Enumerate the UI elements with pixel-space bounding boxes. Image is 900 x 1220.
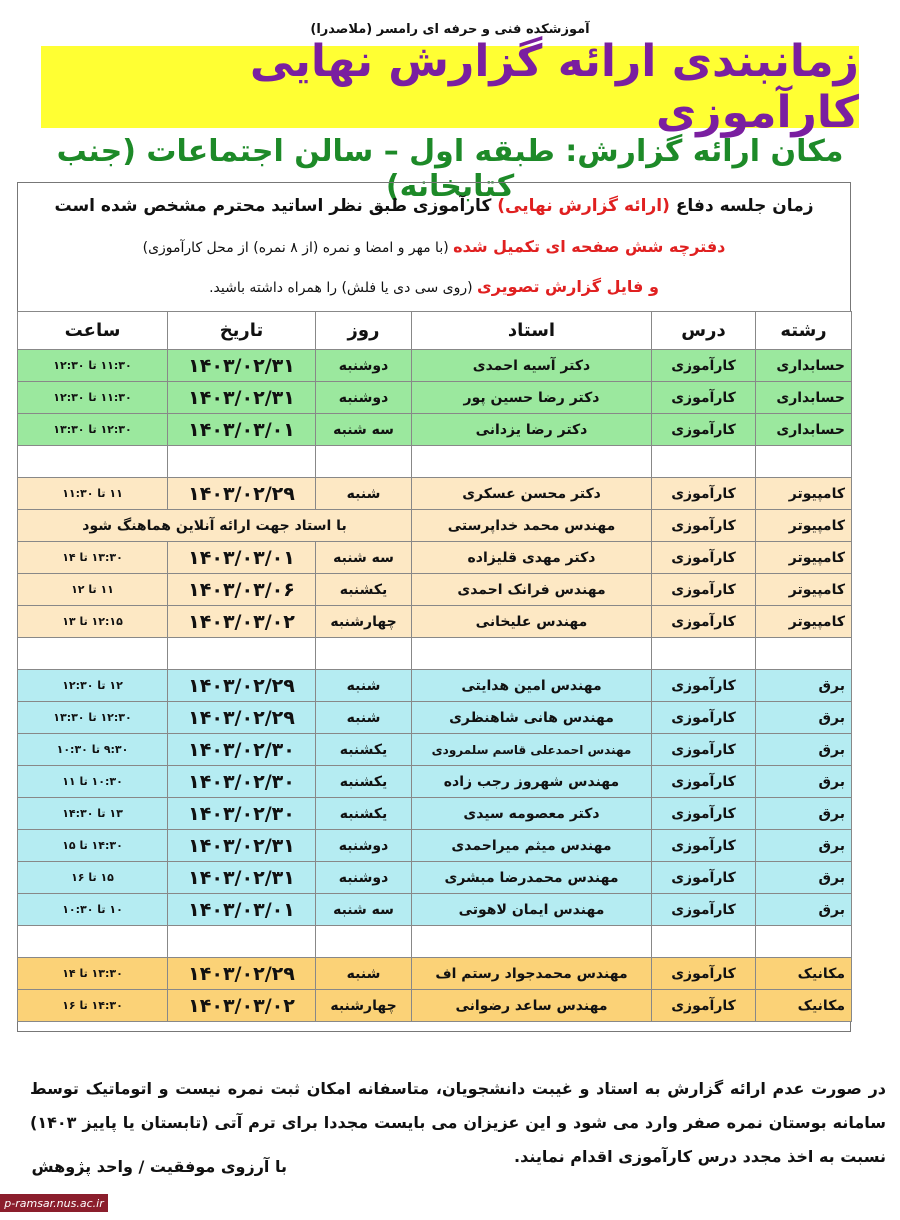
header-professor: استاد (412, 312, 652, 350)
cell-date: ۱۴۰۳/۰۲/۳۱ (168, 830, 316, 862)
schedule-table (17, 311, 852, 1022)
cell-time: ۱۵ تا ۱۶ (18, 862, 168, 894)
header-day: روز (316, 312, 412, 350)
table-row (18, 862, 852, 894)
empty-cell (316, 926, 412, 958)
cell-field: برق (756, 798, 852, 830)
table-row (18, 574, 852, 606)
table-row (18, 670, 852, 702)
cell-professor: مهندس محمد خداپرستی (412, 510, 652, 542)
cell-field: برق (756, 894, 852, 926)
cell-field: کامپیوتر (756, 574, 852, 606)
cell-field: حسابداری (756, 414, 852, 446)
cell-date: ۱۴۰۳/۰۳/۰۱ (168, 542, 316, 574)
cell-professor: مهندس محمدرضا مبشری (412, 862, 652, 894)
table-row (18, 702, 852, 734)
cell-course: کارآموزی (652, 862, 756, 894)
cell-field: برق (756, 670, 852, 702)
cell-time: ۱۴:۳۰ تا ۱۶ (18, 990, 168, 1022)
notice-line-1-c: کارآموزی طبق نظر اساتید محترم مشخص شده است (54, 196, 492, 216)
header-field: رشته (756, 312, 852, 350)
cell-professor: دکتر مهدی قلیزاده (412, 542, 652, 574)
cell-day: دوشنبه (316, 830, 412, 862)
cell-course: کارآموزی (652, 958, 756, 990)
table-row (18, 958, 852, 990)
cell-professor: مهندس فرانک احمدی (412, 574, 652, 606)
cell-date: ۱۴۰۳/۰۳/۰۲ (168, 990, 316, 1022)
cell-field: کامپیوتر (756, 478, 852, 510)
cell-course: کارآموزی (652, 510, 756, 542)
cell-professor: مهندس ایمان لاهوتی (412, 894, 652, 926)
closing-wish: با آرزوی موفقیت / واحد پژوهش (31, 1157, 287, 1176)
header-course: درس (652, 312, 756, 350)
institute-name: آموزشکده فنی و حرفه ای رامسر (ملاصدرا) (310, 22, 590, 37)
cell-field: کامپیوتر (756, 606, 852, 638)
cell-course: کارآموزی (652, 990, 756, 1022)
cell-date: ۱۴۰۳/۰۲/۳۱ (168, 862, 316, 894)
cell-day: شنبه (316, 670, 412, 702)
notice-line-2 (17, 237, 851, 256)
cell-course: کارآموزی (652, 606, 756, 638)
cell-time: ۱۲:۳۰ تا ۱۳:۳۰ (18, 414, 168, 446)
cell-course: کارآموزی (652, 734, 756, 766)
cell-professor: مهندس علیخانی (412, 606, 652, 638)
cell-date: ۱۴۰۳/۰۲/۳۰ (168, 798, 316, 830)
notice-line-1-highlight: (ارائه گزارش نهایی) (497, 196, 670, 216)
cell-course: کارآموزی (652, 830, 756, 862)
table-header-row (18, 312, 852, 350)
cell-day: شنبه (316, 478, 412, 510)
cell-field: مکانیک (756, 990, 852, 1022)
cell-date: ۱۴۰۳/۰۳/۰۲ (168, 606, 316, 638)
cell-field: برق (756, 830, 852, 862)
cell-day: سه شنبه (316, 542, 412, 574)
notice-line-3-rest: (روی سی دی یا فلش) را همراه داشته باشید. (209, 280, 473, 296)
cell-date: ۱۴۰۳/۰۲/۲۹ (168, 958, 316, 990)
cell-course: کارآموزی (652, 350, 756, 382)
cell-field: برق (756, 766, 852, 798)
spacer-row (18, 926, 852, 958)
cell-professor: مهندس شهروز رجب زاده (412, 766, 652, 798)
cell-course: کارآموزی (652, 798, 756, 830)
cell-date: ۱۴۰۳/۰۲/۳۰ (168, 734, 316, 766)
empty-cell (756, 926, 852, 958)
cell-time: ۱۴:۳۰ تا ۱۵ (18, 830, 168, 862)
cell-day: یکشنبه (316, 766, 412, 798)
cell-day: چهارشنبه (316, 606, 412, 638)
empty-cell (652, 638, 756, 670)
cell-field: برق (756, 734, 852, 766)
footer-warning: در صورت عدم ارائه گزارش به استاد و غیبت دانشجویان، متاسفانه امکان ثبت نمره نیست و اتوماتیک توسط سامانه بوستان نمره صفر وارد می شود و این عزیزان می بایست مجددا برای ترم آتی (تابستان یا پاییز ۱۴۰۳) نسبت به اخذ مجدد درس کارآموزی اقدام نمایند. (30, 1079, 886, 1166)
empty-cell (412, 446, 652, 478)
empty-cell (316, 446, 412, 478)
cell-date: ۱۴۰۳/۰۳/۰۱ (168, 414, 316, 446)
header-time: ساعت (18, 312, 168, 350)
cell-time: ۱۳:۳۰ تا ۱۴ (18, 542, 168, 574)
cell-course: کارآموزی (652, 702, 756, 734)
cell-date: ۱۴۰۳/۰۲/۳۱ (168, 350, 316, 382)
cell-professor: مهندس میثم میراحمدی (412, 830, 652, 862)
cell-professor: دکتر آسیه احمدی (412, 350, 652, 382)
table-row (18, 478, 852, 510)
cell-time: ۹:۳۰ تا ۱۰:۳۰ (18, 734, 168, 766)
notice-line-1 (17, 196, 851, 216)
cell-field: حسابداری (756, 382, 852, 414)
empty-cell (168, 446, 316, 478)
empty-cell (18, 638, 168, 670)
cell-time: ۱۱:۳۰ تا ۱۲:۳۰ (18, 382, 168, 414)
cell-time: ۱۰:۳۰ تا ۱۱ (18, 766, 168, 798)
cell-date: ۱۴۰۳/۰۲/۲۹ (168, 670, 316, 702)
cell-day: شنبه (316, 958, 412, 990)
cell-day: دوشنبه (316, 382, 412, 414)
table-row (18, 990, 852, 1022)
cell-course: کارآموزی (652, 478, 756, 510)
cell-time: ۱۰ تا ۱۰:۳۰ (18, 894, 168, 926)
cell-day: سه شنبه (316, 894, 412, 926)
table-row (18, 734, 852, 766)
cell-course: کارآموزی (652, 382, 756, 414)
cell-time: ۱۳:۳۰ تا ۱۴ (18, 958, 168, 990)
cell-field: برق (756, 862, 852, 894)
empty-cell (756, 446, 852, 478)
notice-line-3 (17, 277, 851, 296)
table-row (18, 510, 852, 542)
notice-line-2-rest: (با مهر و امضا و نمره (از ۸ نمره) از محل کارآموزی) (142, 240, 449, 256)
website-link[interactable]: p-ramsar.nus.ac.ir (0, 1194, 108, 1212)
cell-field: کامپیوتر (756, 510, 852, 542)
table-row (18, 894, 852, 926)
cell-course: کارآموزی (652, 574, 756, 606)
empty-cell (316, 638, 412, 670)
table-row (18, 542, 852, 574)
empty-cell (18, 926, 168, 958)
empty-cell (168, 926, 316, 958)
cell-time: ۱۲:۱۵ تا ۱۳ (18, 606, 168, 638)
table-row (18, 350, 852, 382)
cell-day: شنبه (316, 702, 412, 734)
cell-course: کارآموزی (652, 542, 756, 574)
empty-cell (18, 446, 168, 478)
cell-date: ۱۴۰۳/۰۲/۳۰ (168, 766, 316, 798)
cell-course: کارآموزی (652, 670, 756, 702)
cell-field: حسابداری (756, 350, 852, 382)
cell-course: کارآموزی (652, 766, 756, 798)
table-row (18, 414, 852, 446)
notice-line-2-highlight: دفترچه شش صفحه ای تکمیل شده (453, 237, 726, 256)
header-date: تاریخ (168, 312, 316, 350)
empty-cell (652, 446, 756, 478)
cell-professor: دکتر محسن عسکری (412, 478, 652, 510)
cell-time: ۱۱ تا ۱۲ (18, 574, 168, 606)
cell-field: کامپیوتر (756, 542, 852, 574)
empty-cell (652, 926, 756, 958)
cell-professor: مهندس احمدعلی قاسم سلمرودی (412, 734, 652, 766)
notice-box (17, 182, 851, 311)
table-row (18, 382, 852, 414)
cell-date: ۱۴۰۳/۰۳/۰۱ (168, 894, 316, 926)
cell-date: ۱۴۰۳/۰۳/۰۶ (168, 574, 316, 606)
cell-day: یکشنبه (316, 734, 412, 766)
cell-professor: مهندس ساعد رضوانی (412, 990, 652, 1022)
table-row (18, 766, 852, 798)
cell-date: ۱۴۰۳/۰۲/۳۱ (168, 382, 316, 414)
presentation-location: مکان ارائه گزارش: طبقه اول – سالن اجتماعات (جنب کتابخانه) (56, 134, 844, 204)
empty-cell (756, 638, 852, 670)
table-row (18, 606, 852, 638)
spacer-row (18, 638, 852, 670)
cell-day: یکشنبه (316, 574, 412, 606)
cell-time: ۱۱ تا ۱۱:۳۰ (18, 478, 168, 510)
cell-time: ۱۳ تا ۱۴:۳۰ (18, 798, 168, 830)
cell-professor: دکتر معصومه سیدی (412, 798, 652, 830)
cell-professor: مهندس محمدجواد رستم اف (412, 958, 652, 990)
cell-date: ۱۴۰۳/۰۲/۲۹ (168, 478, 316, 510)
cell-field: مکانیک (756, 958, 852, 990)
cell-date: ۱۴۰۳/۰۲/۲۹ (168, 702, 316, 734)
cell-professor: مهندس هانی شاهنظری (412, 702, 652, 734)
page-title: زمانبندی ارائه گزارش نهایی کارآموزی (41, 46, 859, 128)
empty-cell (168, 638, 316, 670)
cell-time: ۱۲ تا ۱۲:۳۰ (18, 670, 168, 702)
table-body (18, 350, 852, 1022)
cell-time: ۱۱:۳۰ تا ۱۲:۳۰ (18, 350, 168, 382)
cell-course: کارآموزی (652, 414, 756, 446)
cell-day: دوشنبه (316, 350, 412, 382)
spacer-row (18, 446, 852, 478)
cell-day: یکشنبه (316, 798, 412, 830)
cell-day: چهارشنبه (316, 990, 412, 1022)
notice-line-3-highlight: و فایل گزارش تصویری (477, 277, 659, 296)
cell-day: دوشنبه (316, 862, 412, 894)
cell-online-note: با استاد جهت ارائه آنلاین هماهنگ شود (18, 510, 412, 542)
cell-course: کارآموزی (652, 894, 756, 926)
empty-cell (412, 638, 652, 670)
table-row (18, 798, 852, 830)
table-row (18, 830, 852, 862)
cell-professor: مهندس امین هدایتی (412, 670, 652, 702)
cell-day: سه شنبه (316, 414, 412, 446)
notice-line-1-a: زمان جلسه دفاع (675, 196, 814, 216)
cell-professor: دکتر رضا یزدانی (412, 414, 652, 446)
cell-time: ۱۲:۳۰ تا ۱۳:۳۰ (18, 702, 168, 734)
empty-cell (412, 926, 652, 958)
cell-professor: دکتر رضا حسین پور (412, 382, 652, 414)
cell-field: برق (756, 702, 852, 734)
